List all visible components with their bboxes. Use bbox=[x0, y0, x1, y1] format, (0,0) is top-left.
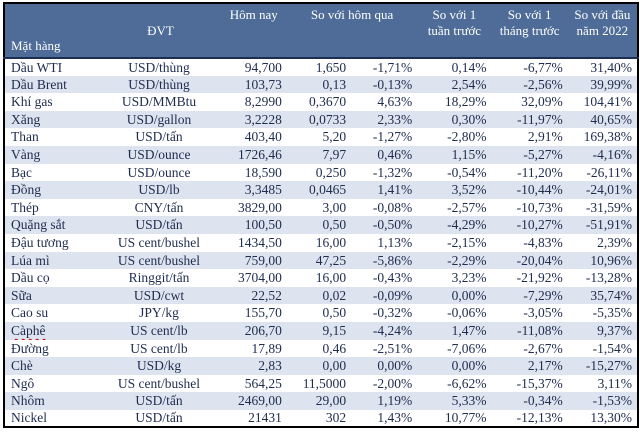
commodity-name: Dầu cọ bbox=[11, 270, 50, 286]
commodity-name bbox=[4, 322, 100, 340]
change-vs-yesterday-pct: -5,86% bbox=[372, 252, 413, 268]
price-today: 1434,50 bbox=[238, 234, 282, 250]
commodity-name: Đồng bbox=[11, 182, 41, 198]
change-vs-yesterday-pct: -1,32% bbox=[372, 164, 413, 180]
price-today: 103,73 bbox=[244, 76, 282, 92]
price-today: 3,3485 bbox=[244, 182, 282, 198]
change-vs-week-pct: -7,06% bbox=[447, 340, 487, 356]
commodity-name: Dầu WTI bbox=[11, 59, 63, 75]
price-today: 17,89 bbox=[251, 340, 282, 356]
unit: Ringgit/tấn bbox=[128, 270, 190, 286]
unit: USD/tấn bbox=[135, 393, 183, 409]
commodity-name: Nhôm bbox=[11, 393, 45, 409]
change-vs-ytd-pct: -31,59% bbox=[585, 199, 632, 215]
change-vs-yesterday-pct: -1,27% bbox=[372, 129, 413, 145]
price-today: 3829,00 bbox=[238, 199, 282, 215]
change-vs-week-pct: 0,14% bbox=[451, 59, 487, 75]
unit: USD/gallon bbox=[126, 111, 192, 127]
unit: US cent/bushel bbox=[117, 375, 201, 391]
change-vs-week-pct: 10,77% bbox=[444, 410, 487, 426]
change-vs-week-pct: 3,23% bbox=[451, 270, 487, 286]
price-today: 18,590 bbox=[244, 164, 282, 180]
unit: US cent/lb bbox=[130, 340, 188, 356]
change-vs-month-pct: -21,92% bbox=[516, 270, 563, 286]
unit: US cent/bushel bbox=[117, 234, 201, 250]
change-vs-week-pct: -2,29% bbox=[447, 252, 487, 268]
table-row bbox=[4, 410, 638, 428]
price-today: 94,700 bbox=[244, 59, 282, 75]
commodity-name: Vàng bbox=[11, 147, 41, 163]
change-vs-ytd-pct: 35,74% bbox=[590, 287, 632, 303]
table-row bbox=[4, 76, 638, 94]
price-today: 2469,00 bbox=[238, 393, 282, 409]
commodity-name: Cao su bbox=[11, 305, 49, 321]
change-vs-month-pct: -2,67% bbox=[523, 340, 563, 356]
header-row bbox=[4, 3, 638, 58]
table-row bbox=[4, 164, 638, 182]
commodity-price-table bbox=[3, 2, 639, 428]
change-vs-ytd-pct: 40,65% bbox=[590, 111, 632, 127]
table-row bbox=[4, 392, 638, 410]
table-row bbox=[4, 216, 638, 234]
change-vs-ytd-pct: 13,30% bbox=[590, 410, 632, 426]
price-today: 155,70 bbox=[244, 305, 282, 321]
change-vs-yesterday-pct: 2,33% bbox=[377, 111, 413, 127]
change-vs-month-pct: -5,27% bbox=[523, 147, 563, 163]
table-row bbox=[4, 357, 638, 375]
commodity-name: Ngô bbox=[11, 375, 35, 391]
change-vs-yesterday-pct: -1,71% bbox=[372, 59, 413, 75]
change-absolute: 302 bbox=[325, 410, 347, 426]
change-vs-month-pct: -6,77% bbox=[523, 59, 563, 75]
change-absolute: 0,00 bbox=[322, 358, 347, 374]
table-row bbox=[4, 234, 638, 252]
change-absolute: 0,50 bbox=[322, 217, 347, 233]
change-absolute: 7,97 bbox=[322, 147, 347, 163]
price-today: 1726,46 bbox=[238, 147, 282, 163]
change-vs-month-pct: -10,73% bbox=[516, 199, 563, 215]
table-row bbox=[4, 375, 638, 393]
change-vs-ytd-pct: 10,96% bbox=[590, 252, 632, 268]
change-absolute: 47,25 bbox=[315, 252, 347, 268]
change-vs-ytd-pct: 39,99% bbox=[590, 76, 632, 92]
change-absolute: 0,50 bbox=[322, 305, 347, 321]
change-vs-ytd-pct: -15,27% bbox=[585, 358, 632, 374]
change-vs-week-pct: 0,30% bbox=[451, 111, 487, 127]
change-vs-week-pct: 5,33% bbox=[451, 393, 487, 409]
change-absolute: 16,00 bbox=[315, 234, 347, 250]
table-row bbox=[4, 304, 638, 322]
commodity-name: Sữa bbox=[11, 287, 32, 303]
change-vs-yesterday-pct: 0,46% bbox=[377, 147, 413, 163]
change-vs-yesterday-pct: -4,24% bbox=[372, 322, 413, 338]
change-vs-ytd-pct: 169,38% bbox=[583, 129, 632, 145]
change-vs-ytd-pct: -26,11% bbox=[586, 164, 632, 180]
price-today: 2,83 bbox=[258, 358, 282, 374]
commodity-name: Lúa mì bbox=[11, 252, 50, 268]
unit: USD/tấn bbox=[135, 129, 183, 145]
change-vs-yesterday-pct: -0,43% bbox=[372, 270, 413, 286]
change-vs-ytd-pct: 2,39% bbox=[597, 234, 632, 250]
change-vs-month-pct: -7,29% bbox=[523, 287, 563, 303]
price-today: 759,00 bbox=[244, 252, 282, 268]
change-absolute: 0,02 bbox=[322, 287, 347, 303]
change-vs-ytd-pct: 104,41% bbox=[583, 94, 632, 110]
unit: JPY/kg bbox=[139, 305, 179, 321]
change-vs-week-pct: -4,29% bbox=[447, 217, 487, 233]
table-row bbox=[4, 146, 638, 164]
change-vs-ytd-pct: -4,16% bbox=[592, 147, 632, 163]
change-vs-week-pct: 1,47% bbox=[451, 322, 487, 338]
price-today: 3,2228 bbox=[244, 111, 282, 127]
change-vs-month-pct: -4,83% bbox=[523, 234, 563, 250]
table-row bbox=[4, 287, 638, 305]
table-row bbox=[4, 111, 638, 129]
change-vs-week-pct: -6,62% bbox=[447, 375, 487, 391]
change-absolute: 0,46 bbox=[322, 340, 347, 356]
price-today: 100,50 bbox=[244, 217, 282, 233]
change-vs-yesterday-pct: -0,08% bbox=[372, 199, 413, 215]
commodity-name: Đậu tương bbox=[11, 234, 69, 250]
header-vs-yesterday: So với hôm qua bbox=[287, 3, 417, 58]
unit: US cent/bushel bbox=[117, 252, 201, 268]
change-vs-ytd-pct: 9,37% bbox=[597, 322, 632, 338]
change-vs-ytd-pct: 31,40% bbox=[590, 59, 632, 75]
change-vs-yesterday-pct: 1,19% bbox=[377, 393, 413, 409]
commodity-name: Nickel bbox=[11, 410, 47, 426]
commodity-name: Quặng sắt bbox=[11, 217, 66, 233]
table-row bbox=[4, 322, 638, 340]
change-vs-ytd-pct: -1,53% bbox=[592, 393, 632, 409]
change-vs-week-pct: -0,54% bbox=[447, 164, 487, 180]
commodity-name: Xăng bbox=[11, 111, 41, 127]
change-vs-week-pct: -2,80% bbox=[447, 129, 487, 145]
change-vs-yesterday-pct: -0,09% bbox=[372, 287, 413, 303]
table-row bbox=[4, 93, 638, 111]
table-row bbox=[4, 199, 638, 217]
table-header bbox=[4, 3, 638, 58]
change-vs-ytd-pct: -5,35% bbox=[592, 305, 632, 321]
change-absolute: 0,0733 bbox=[308, 111, 347, 127]
change-absolute: 3,00 bbox=[322, 199, 347, 215]
header-vs-ytd: So với đầu năm 2022 bbox=[568, 3, 638, 58]
change-vs-ytd-pct: 3,11% bbox=[597, 375, 632, 391]
change-absolute: 1,650 bbox=[315, 59, 347, 75]
price-today: 3704,00 bbox=[238, 270, 282, 286]
unit: USD/thùng bbox=[128, 76, 190, 92]
change-vs-month-pct: -11,97% bbox=[517, 111, 563, 127]
change-vs-yesterday-pct: -0,32% bbox=[372, 305, 413, 321]
change-vs-week-pct: 0,00% bbox=[451, 287, 487, 303]
change-vs-ytd-pct: -13,28% bbox=[585, 270, 632, 286]
spellcheck-underlined-word: Càphê bbox=[11, 322, 46, 338]
change-absolute: 9,15 bbox=[322, 322, 347, 338]
change-vs-week-pct: 2,54% bbox=[451, 76, 487, 92]
change-vs-month-pct: -0,34% bbox=[523, 393, 563, 409]
unit: USD/tấn bbox=[135, 217, 183, 233]
change-vs-ytd-pct: -1,54% bbox=[592, 340, 632, 356]
header-unit: ĐVT bbox=[100, 3, 220, 58]
table-body bbox=[4, 58, 638, 427]
table-row bbox=[4, 181, 638, 199]
table-row bbox=[4, 269, 638, 287]
commodity-name: Thép bbox=[11, 199, 39, 215]
change-vs-week-pct: -0,06% bbox=[447, 305, 487, 321]
change-vs-yesterday-pct: 1,13% bbox=[377, 234, 413, 250]
change-vs-month-pct: -11,08% bbox=[517, 322, 563, 338]
change-vs-yesterday-pct: -0,13% bbox=[372, 76, 413, 92]
change-vs-week-pct: -2,15% bbox=[447, 234, 487, 250]
change-vs-ytd-pct: -51,91% bbox=[585, 217, 632, 233]
change-vs-week-pct: 3,52% bbox=[451, 182, 487, 198]
unit: US cent/lb bbox=[130, 322, 188, 338]
change-absolute: 0,0465 bbox=[308, 182, 347, 198]
change-vs-week-pct: 1,15% bbox=[451, 147, 487, 163]
commodity-name: Dầu Brent bbox=[11, 76, 67, 92]
table-row bbox=[4, 128, 638, 146]
change-vs-yesterday-pct: -0,50% bbox=[372, 217, 413, 233]
header-vs-month: So với 1 tháng trước bbox=[492, 3, 568, 58]
change-absolute: 0,250 bbox=[315, 164, 347, 180]
change-vs-yesterday-pct: 1,43% bbox=[377, 410, 413, 426]
change-vs-month-pct: -10,44% bbox=[516, 182, 563, 198]
unit: USD/MMBtu bbox=[121, 94, 197, 110]
change-vs-month-pct: -20,04% bbox=[516, 252, 563, 268]
unit: USD/ounce bbox=[127, 147, 191, 163]
unit: USD/kg bbox=[136, 358, 182, 374]
price-today: 206,70 bbox=[244, 322, 282, 338]
change-vs-month-pct: 2,17% bbox=[527, 358, 563, 374]
unit: USD/lb bbox=[138, 182, 180, 198]
price-today: 21431 bbox=[248, 410, 282, 426]
header-today: Hôm nay bbox=[221, 3, 287, 58]
unit: USD/ounce bbox=[127, 164, 191, 180]
commodity-name: Khí gas bbox=[11, 94, 53, 110]
change-absolute: 0,3670 bbox=[308, 94, 347, 110]
change-vs-month-pct: -12,13% bbox=[516, 410, 563, 426]
change-vs-yesterday-pct: -2,51% bbox=[372, 340, 413, 356]
change-vs-month-pct: 32,09% bbox=[521, 94, 563, 110]
change-vs-week-pct: -2,57% bbox=[447, 199, 487, 215]
change-vs-month-pct: -15,37% bbox=[516, 375, 563, 391]
table-row bbox=[4, 340, 638, 358]
change-absolute: 11,5000 bbox=[302, 375, 347, 391]
commodity-name: Đường bbox=[11, 340, 49, 356]
unit: USD/cwt bbox=[133, 287, 185, 303]
table-row bbox=[4, 252, 638, 270]
table-row bbox=[4, 58, 638, 76]
price-today: 564,25 bbox=[244, 375, 282, 391]
change-absolute: 0,13 bbox=[322, 76, 347, 92]
change-vs-month-pct: -10,27% bbox=[516, 217, 563, 233]
change-vs-week-pct: 18,29% bbox=[444, 94, 487, 110]
unit: USD/thùng bbox=[128, 59, 190, 75]
change-vs-week-pct: 0,00% bbox=[451, 358, 487, 374]
change-vs-month-pct: -2,56% bbox=[523, 76, 563, 92]
price-today: 22,52 bbox=[251, 287, 282, 303]
commodity-name: Bạc bbox=[11, 164, 32, 180]
commodity-name: Than bbox=[11, 129, 39, 145]
change-vs-yesterday-pct: 0,00% bbox=[377, 358, 413, 374]
unit: USD/tấn bbox=[135, 410, 183, 426]
change-vs-yesterday-pct: 1,41% bbox=[377, 182, 413, 198]
change-vs-month-pct: -3,05% bbox=[523, 305, 563, 321]
change-vs-month-pct: -11,20% bbox=[517, 164, 563, 180]
change-vs-month-pct: 2,91% bbox=[527, 129, 563, 145]
header-commodity: Mặt hàng bbox=[4, 3, 100, 58]
change-absolute: 5,20 bbox=[322, 129, 347, 145]
change-vs-yesterday-pct: 4,63% bbox=[377, 94, 413, 110]
change-absolute: 16,00 bbox=[315, 270, 347, 286]
change-vs-ytd-pct: -24,01% bbox=[585, 182, 632, 198]
change-absolute: 29,00 bbox=[315, 393, 347, 409]
unit: CNY/tấn bbox=[134, 199, 184, 215]
price-today: 8,2990 bbox=[244, 94, 282, 110]
header-vs-week: So với 1 tuần trước bbox=[417, 3, 491, 58]
price-today: 403,40 bbox=[244, 129, 282, 145]
change-vs-yesterday-pct: -2,00% bbox=[372, 375, 413, 391]
commodity-name: Chè bbox=[11, 358, 33, 374]
